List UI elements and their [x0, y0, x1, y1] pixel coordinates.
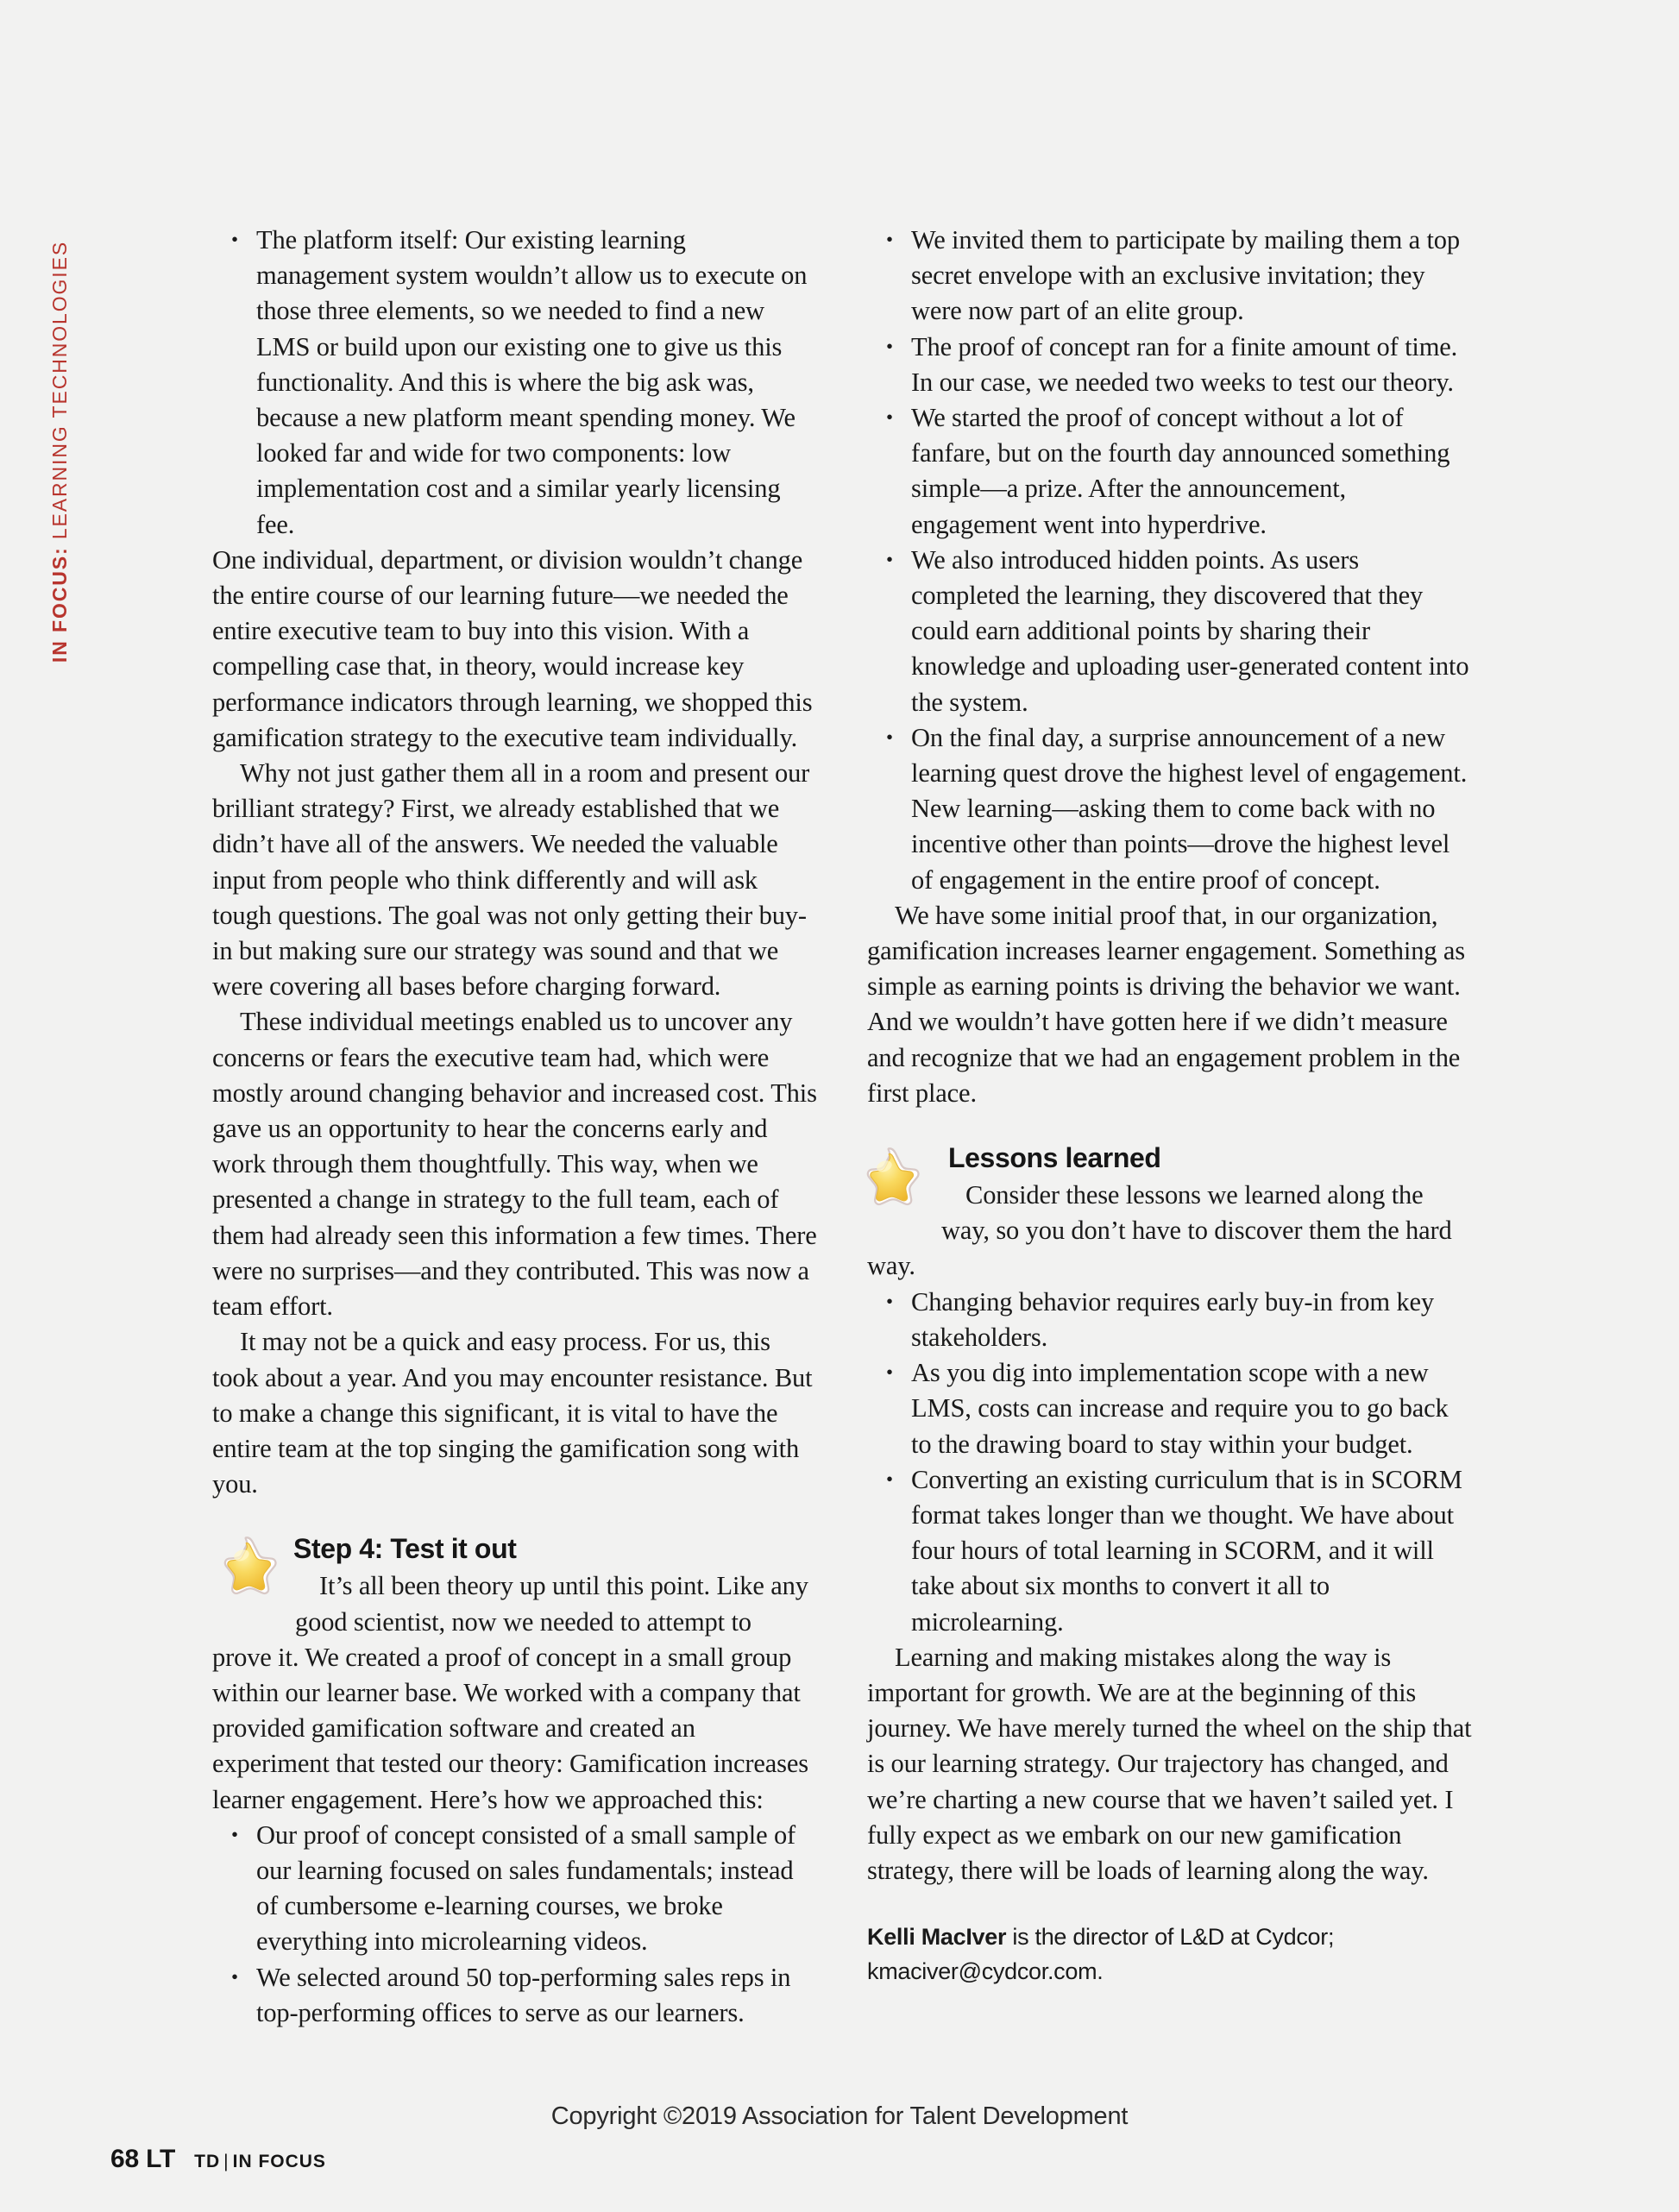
running-head-regular: LEARNING TECHNOLOGIES: [48, 240, 72, 547]
paragraph: One individual, department, or division wouldn’t change the entire course of our learning future—we needed the entire executive team to buy into this vision. With a compelling case that, in theory, would increase key performance indicators through learning, we shopped this gamification strategy to the executive team individually.: [212, 544, 813, 752]
folio: [110, 2145, 326, 2174]
page-number: 68 LT: [110, 2145, 176, 2173]
paragraph: Why not just gather them all in a room and present our brilliant strategy? First, we already established that we didn’t have all of the answers. We needed the valuable input from people who think differently and will ask tough questions. The goal was not only getting their buy-in but making sure our strategy was sound and that we were covering all bases before charging forward.: [212, 758, 810, 1002]
section-step-4: [212, 1531, 817, 1817]
article-columns: [212, 223, 1472, 2031]
running-head-bold: IN FOCUS:: [48, 546, 72, 663]
list-item: • Converting an existing curriculum that is in SCORM format takes longer than we thought. We have about four hours of total learning in SCORM, and it will take about six months to convert it all to microlearning.: [867, 1462, 1472, 1640]
section-lede: [867, 1178, 1472, 1285]
lessons-bullet-list: [867, 1285, 1472, 1640]
step-4-bullet-list: [212, 1818, 817, 2031]
author-description: is the director of L&D at Cydcor; kmaciver@cydcor.com.: [867, 1924, 1335, 1985]
list-item: • Our proof of concept consisted of a small sample of our learning focused on sales fundamentals; instead of cumbersome e-learning courses, we broke everything into microlearning videos.: [212, 1818, 817, 1960]
section-lede-text: Consider these lessons we learned along the way, so you don’t have to discover them the hard way.: [867, 1180, 1452, 1281]
list-item: • We invited them to participate by mailing them a top secret envelope with an exclusive invitation; they were now part of an elite group.: [867, 223, 1472, 330]
copyright-line: Copyright ©2019 Association for Talent Development: [550, 2102, 1129, 2130]
section-lede: [212, 1568, 817, 1817]
author-bio: [867, 1920, 1472, 1989]
left-top-bullet-list: [212, 223, 817, 543]
section-heading: Step 4: Test it out: [293, 1533, 517, 1565]
paragraph: Learning and making mistakes along the way is important for growth. We are at the beginning of this journey. We have merely turned the wheel on the ship that is our learning strategy. Our trajectory has changed, and we’re charting a new course that we haven’t sailed yet. I fully expect as we embark on our new gamification strategy, there will be loads of learning along the way.: [867, 1642, 1472, 1885]
section-name: IN FOCUS: [232, 2152, 326, 2171]
right-column: [867, 223, 1472, 2031]
folio-separator: |: [223, 2152, 230, 2171]
list-item: • We also introduced hidden points. As users completed the learning, they discovered that they could earn additional points by sharing their knowledge and uploading user-generated content into the system.: [867, 543, 1472, 720]
paragraph: We have some initial proof that, in our organization, gamification increases learner engagement. Something as simple as earning points is driving the behavior we want. And we wouldn’t have gotten here if we didn’t measure and recognize that we had an engagement problem in the first place.: [867, 900, 1465, 1108]
list-item: • We selected around 50 top-performing sales reps in top-performing offices to serve as our learners.: [212, 1960, 817, 2031]
list-item: • We started the proof of concept without a lot of fanfare, but on the fourth day announced something simple—a prize. After the announcement, engagement went into hyperdrive.: [867, 400, 1472, 543]
section-lede-text: It’s all been theory up until this point. Like any good scientist, now we needed to attempt to prove it. We created a proof of concept in a small group within our learner base. We worked with a company that provided gamification software and created an experiment that tested our theory: Gamification increases learner engagement. Here’s how we approached this:: [212, 1571, 808, 1814]
running-head-text: [49, 241, 72, 663]
list-item: • The platform itself: Our existing learning management system wouldn’t allow us to execute on those three elements, so we needed to find a new LMS or build upon our existing one to give us this functionality. And this is where the big ask was, because a new platform meant spending money. We looked far and wide for two components: low implementation cost and a similar yearly licensing fee.: [212, 223, 817, 543]
paragraph: These individual meetings enabled us to uncover any concerns or fears the executive team had, which were mostly around changing behavior and increased cost. This gave us an opportunity to hear the concerns early and work through them thoughtfully. This way, when we presented a change in strategy to the full team, each of them had already seen this information a few times. There were no surprises—and they contributed. This was now a team effort.: [212, 1007, 817, 1322]
list-item: • On the final day, a surprise announcement of a new learning quest drove the highest level of engagement. New learning—asking them to come back with no incentive other than points—drove the highest level of engagement in the entire proof of concept.: [867, 720, 1472, 898]
list-item: • Changing behavior requires early buy-in from key stakeholders.: [867, 1285, 1472, 1355]
left-column: [212, 223, 817, 2031]
section-heading: Lessons learned: [948, 1142, 1161, 1174]
section-lessons-learned: [867, 1141, 1472, 1285]
publication-name: TD: [194, 2152, 221, 2171]
gold-star-icon: [214, 1533, 280, 1599]
folio-section: [194, 2152, 326, 2172]
running-head: [0, 220, 121, 755]
author-name: Kelli MacIver: [867, 1924, 1007, 1951]
gold-star-icon: [857, 1144, 922, 1210]
list-item: • As you dig into implementation scope with a new LMS, costs can increase and require you to go back to the drawing board to stay within your budget.: [867, 1355, 1472, 1462]
list-item: • The proof of concept ran for a finite amount of time. In our case, we needed two weeks to test our theory.: [867, 330, 1472, 400]
paragraph: It may not be a quick and easy process. For us, this took about a year. And you may encounter resistance. But to make a change this significant, it is vital to have the entire team at the top singing the gamification song with you.: [212, 1327, 813, 1499]
right-top-bullet-list: [867, 223, 1472, 898]
